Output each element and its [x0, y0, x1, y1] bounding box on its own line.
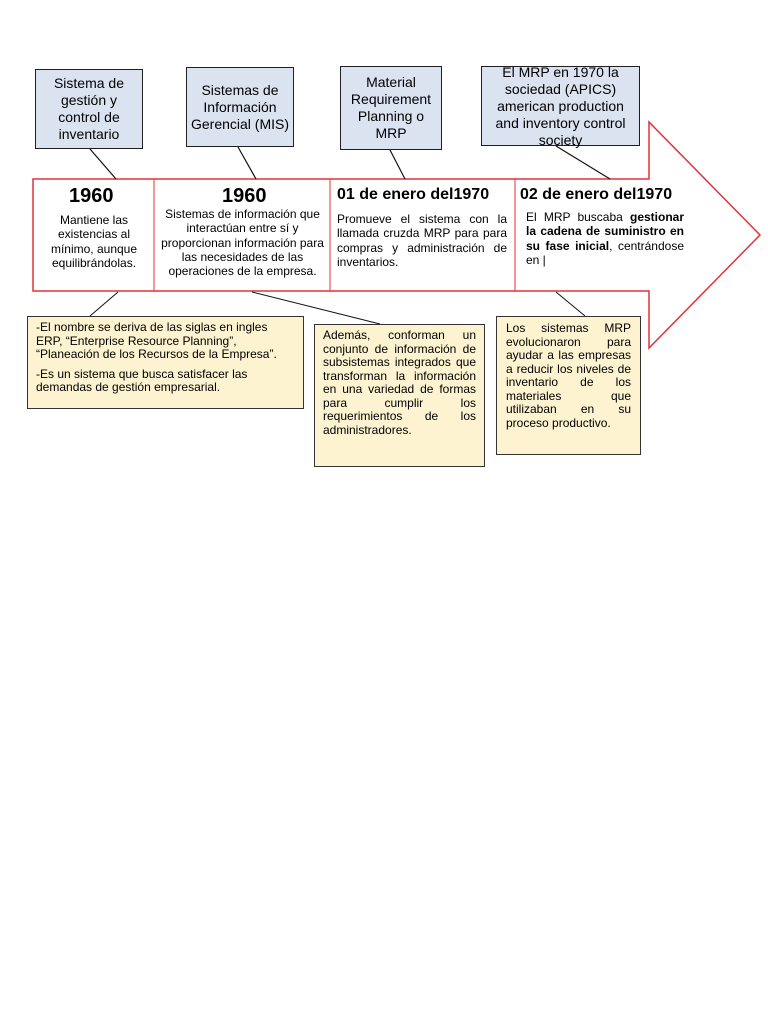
connector-bottom-1 — [90, 292, 118, 316]
note-erp — [27, 316, 304, 409]
timeline-date-3: 01 de enero del1970 — [337, 186, 490, 203]
top-box-mis — [186, 67, 294, 147]
connector-top-2 — [238, 147, 256, 179]
timeline-date-4: 02 de enero del1970 — [520, 186, 673, 203]
connector-top-1 — [90, 149, 116, 179]
top-box-label: Sistema de gestión y control de inventario — [53, 75, 125, 142]
note-subsystems-text: Además, conforman un conjunto de información de subsistemas integrados que transforman la información en una variedad de formas para cumplir los requerimientos de los administradores. — [323, 328, 476, 437]
connector-top-3 — [390, 150, 405, 179]
top-box-label: Material Requirement Planning o MRP — [350, 74, 432, 141]
timeline-date-2: 1960 — [222, 185, 267, 207]
timeline-text-4 — [526, 210, 684, 267]
connector-top-4 — [556, 146, 610, 179]
timeline-text-1: Mantiene las existencias al mínimo, aunque equilibrándolas. — [50, 213, 138, 270]
timeline-text-4-after: , centrándose en | — [526, 238, 685, 267]
timeline-text-3: Promueve el sistema con la llamada cruzda MRP para para compras y administración de inventarios. — [337, 212, 507, 269]
note-subsystems — [314, 324, 485, 467]
top-box-mrp — [340, 66, 442, 150]
timeline-text-4-before: El MRP buscaba — [526, 210, 630, 224]
top-box-inventory — [35, 69, 143, 149]
timeline-date-1: 1960 — [69, 185, 114, 207]
connector-bottom-3 — [556, 292, 585, 316]
note-mrp-evolution — [496, 316, 641, 455]
top-box-apics — [481, 63, 640, 148]
top-box-label: El MRP en 1970 la sociedad (APICS) american production and inventory control society — [495, 63, 626, 148]
timeline-text-2: Sistemas de información que interactúan entre sí y proporcionan información para las necesidades de las operaciones de la empresa. — [161, 207, 324, 279]
timeline-text-4-bold: gestionar la cadena de suministro en su fase inicial — [526, 210, 684, 253]
top-box-label: Sistemas de Información Gerencial (MIS) — [190, 81, 290, 132]
note-erp-paragraph-2: -Es un sistema que busca satisfacer las demandas de gestión empresarial. — [36, 366, 248, 394]
note-erp-paragraph-1: -El nombre se deriva de las siglas en ingles ERP, “Enterprise Resource Planning”, “Planeación de los Recursos de la Empresa”. — [36, 320, 277, 361]
note-mrp-evolution-text: Los sistemas MRP evolucionaron para ayudar a las empresas a reducir los niveles de inventario de los materiales que utilizaban en su proceso productivo. — [506, 321, 631, 430]
